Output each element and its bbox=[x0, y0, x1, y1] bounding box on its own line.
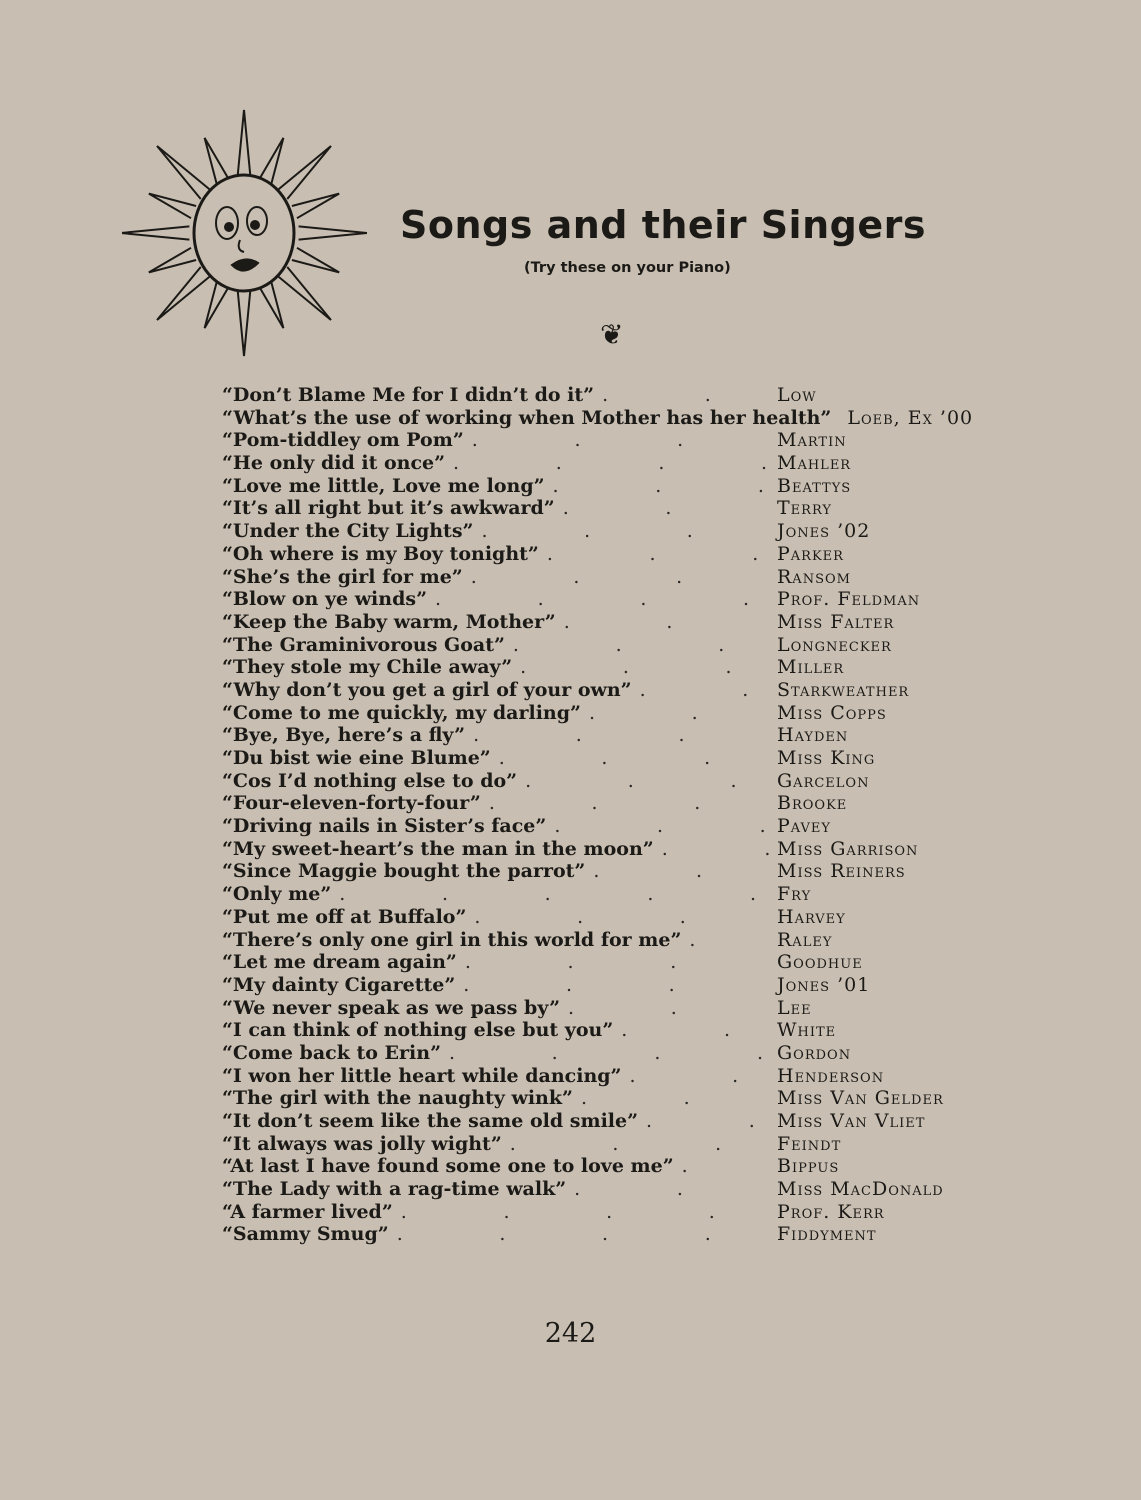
song-title: “Du bist wie eine Blume” bbox=[222, 747, 491, 769]
song-row bbox=[222, 997, 962, 1020]
song-row bbox=[222, 770, 962, 793]
sun-ray bbox=[292, 248, 339, 273]
song-title: “My sweet-heart’s the man in the moon” bbox=[222, 837, 654, 860]
song-title: “It don’t seem like the same old smile” bbox=[222, 1110, 639, 1132]
sun-ray bbox=[278, 267, 331, 320]
song-row bbox=[222, 588, 962, 611]
dot-leader bbox=[397, 1223, 769, 1245]
dot-leader bbox=[689, 929, 769, 951]
sun-ray bbox=[237, 110, 250, 178]
song-row bbox=[222, 724, 962, 747]
dot-leader bbox=[553, 475, 769, 497]
song-row bbox=[222, 747, 962, 770]
song-row bbox=[222, 702, 962, 725]
singer-name: Garcelon bbox=[777, 769, 870, 792]
song-row bbox=[222, 1223, 962, 1246]
singer-name: Martin bbox=[777, 429, 847, 452]
song-row bbox=[222, 1155, 962, 1178]
song-title: “Keep the Baby warm, Mother” bbox=[222, 610, 556, 633]
songs-list bbox=[222, 384, 974, 1246]
song-row bbox=[222, 384, 962, 407]
singer-name: Bippus bbox=[777, 1155, 840, 1178]
singer-name: Mahler bbox=[777, 452, 852, 475]
song-title: “At last I have found some one to love me” bbox=[222, 1155, 674, 1178]
song-row bbox=[222, 1042, 962, 1065]
song-title: “Sammy Smug” bbox=[222, 1223, 389, 1246]
dot-leader bbox=[510, 1133, 769, 1155]
dot-leader bbox=[547, 543, 769, 565]
singer-name: Lee bbox=[777, 996, 812, 1019]
dot-leader bbox=[589, 702, 769, 724]
page-number: 242 bbox=[544, 1318, 597, 1349]
song-row bbox=[222, 860, 962, 883]
sun-ray bbox=[149, 194, 196, 219]
singer-name: Ransom bbox=[777, 565, 851, 588]
song-title: “He only did it once” bbox=[222, 452, 446, 475]
song-row bbox=[222, 1065, 962, 1088]
singer-name: Miss Van Gelder bbox=[777, 1087, 944, 1110]
dot-leader bbox=[581, 1087, 769, 1109]
singer-name: Raley bbox=[777, 928, 833, 951]
song-title: “I can think of nothing else but you” bbox=[222, 1019, 614, 1042]
dot-leader bbox=[574, 1178, 769, 1200]
dot-leader bbox=[449, 1042, 769, 1064]
dot-leader bbox=[563, 497, 769, 519]
dot-leader bbox=[554, 815, 769, 837]
song-row bbox=[222, 974, 962, 997]
song-title: “Don’t Blame Me for I didn’t do it” bbox=[222, 384, 595, 406]
singer-name: Miss Garrison bbox=[777, 837, 919, 860]
dot-leader bbox=[474, 906, 769, 928]
singer-name: Gordon bbox=[777, 1041, 852, 1064]
song-row bbox=[222, 883, 962, 906]
song-row bbox=[222, 611, 962, 634]
dot-leader bbox=[646, 1110, 769, 1132]
sun-ray bbox=[299, 226, 367, 239]
song-title: “Under the City Lights” bbox=[222, 520, 474, 543]
singer-name: Fry bbox=[777, 883, 812, 906]
dot-leader bbox=[640, 679, 769, 701]
singer-name: Prof. Kerr bbox=[777, 1200, 885, 1223]
singer-name: Prof. Feldman bbox=[777, 588, 921, 611]
dot-leader bbox=[481, 520, 769, 542]
song-title: “Pom-tiddley om Pom” bbox=[222, 429, 464, 452]
song-title: “The Lady with a rag-time walk” bbox=[222, 1178, 567, 1201]
singer-name: Miss Reiners bbox=[777, 860, 906, 883]
song-title: “Put me off at Buffalo” bbox=[222, 905, 467, 928]
song-row bbox=[222, 634, 962, 657]
song-row bbox=[222, 815, 962, 838]
song-title: “The Graminivorous Goat” bbox=[222, 633, 505, 656]
singer-name: Starkweather bbox=[777, 678, 910, 701]
dot-leader bbox=[520, 656, 769, 678]
song-title: “Why don’t you get a girl of your own” bbox=[222, 678, 632, 701]
song-title: “It always was jolly wight” bbox=[222, 1132, 502, 1155]
dot-leader bbox=[629, 1065, 769, 1087]
song-title: “Come to me quickly, my darling” bbox=[222, 701, 581, 724]
singer-name: Jones ’01 bbox=[777, 973, 871, 996]
song-title: “There’s only one girl in this world for me” bbox=[222, 928, 682, 951]
song-row bbox=[222, 543, 962, 566]
singer-name: Harvey bbox=[777, 905, 846, 928]
singer-name: Miss King bbox=[777, 747, 876, 769]
song-title: “My dainty Cigarette” bbox=[222, 973, 456, 996]
sun-ray bbox=[278, 146, 331, 199]
song-row bbox=[222, 951, 962, 974]
dot-leader bbox=[593, 860, 769, 882]
song-title: “Bye, Bye, here’s a fly” bbox=[222, 724, 466, 747]
singer-name: Beattys bbox=[777, 474, 852, 497]
sun-ray bbox=[292, 194, 339, 219]
song-row bbox=[222, 1087, 962, 1110]
singer-name: Loeb, Ex ’00 bbox=[847, 406, 974, 429]
song-title: “Blow on ye winds” bbox=[222, 588, 427, 611]
song-row bbox=[222, 520, 962, 543]
song-title: “Let me dream again” bbox=[222, 951, 457, 974]
dot-leader bbox=[435, 588, 769, 610]
song-row bbox=[222, 497, 962, 520]
dot-leader bbox=[463, 974, 769, 996]
dot-leader bbox=[525, 770, 769, 792]
singer-name: Miss Van Vliet bbox=[777, 1110, 926, 1132]
song-row bbox=[222, 1019, 962, 1042]
singer-name: Miss Copps bbox=[777, 701, 887, 724]
song-title: “Oh where is my Boy tonight” bbox=[222, 542, 539, 565]
song-row bbox=[222, 906, 962, 929]
song-row bbox=[222, 429, 962, 452]
singer-name: Goodhue bbox=[777, 951, 863, 974]
sun-ray bbox=[149, 248, 196, 273]
dot-leader bbox=[453, 452, 769, 474]
dot-leader bbox=[473, 724, 769, 746]
grape-ornament-icon: ❦ bbox=[600, 318, 624, 351]
song-title: “Four-eleven-forty-four” bbox=[222, 792, 481, 815]
song-row bbox=[222, 1133, 962, 1156]
song-row bbox=[222, 475, 962, 498]
song-row bbox=[222, 1201, 962, 1224]
song-title: “Since Maggie bought the parrot” bbox=[222, 860, 586, 883]
sun-ray bbox=[122, 226, 189, 239]
dot-leader bbox=[471, 566, 769, 588]
singer-name: Miss Falter bbox=[777, 610, 895, 633]
singer-name: Parker bbox=[777, 542, 844, 565]
singer-name: Jones ’02 bbox=[777, 520, 871, 543]
song-row bbox=[222, 406, 974, 430]
song-title: “A farmer lived” bbox=[222, 1200, 393, 1223]
song-title: “They stole my Chile away” bbox=[222, 656, 513, 679]
singer-name: Henderson bbox=[777, 1064, 885, 1087]
dot-leader bbox=[339, 883, 769, 905]
singer-name: Pavey bbox=[777, 815, 831, 838]
dot-leader bbox=[499, 747, 769, 769]
singer-name: Low bbox=[777, 384, 817, 406]
song-title: “Only me” bbox=[222, 883, 332, 906]
song-row bbox=[222, 1178, 962, 1201]
song-title: “I won her little heart while dancing” bbox=[222, 1064, 622, 1087]
singer-name: Fiddyment bbox=[777, 1223, 877, 1246]
song-row bbox=[222, 566, 962, 589]
song-row bbox=[222, 656, 962, 679]
dot-leader bbox=[602, 384, 769, 406]
song-title: “Cos I’d nothing else to do” bbox=[222, 769, 518, 792]
singer-name: Longnecker bbox=[777, 633, 892, 656]
singer-name: Miss MacDonald bbox=[777, 1178, 944, 1201]
page-subtitle: (Try these on your Piano) bbox=[524, 260, 731, 276]
singer-name: Brooke bbox=[777, 792, 848, 815]
sun-face-illustration bbox=[122, 105, 367, 360]
song-row bbox=[222, 679, 962, 702]
song-row bbox=[222, 1110, 962, 1133]
singer-name: White bbox=[777, 1019, 837, 1042]
dot-leader bbox=[465, 951, 769, 973]
sun-ray bbox=[237, 288, 250, 356]
song-title: “What’s the use of working when Mother has her health” bbox=[222, 406, 832, 429]
song-row bbox=[222, 452, 962, 475]
singer-name: Feindt bbox=[777, 1132, 842, 1155]
singer-name: Terry bbox=[777, 497, 832, 520]
song-row bbox=[222, 929, 962, 952]
dot-leader bbox=[621, 1019, 769, 1041]
song-title: “Driving nails in Sister’s face” bbox=[222, 815, 547, 838]
sun-ray bbox=[157, 267, 210, 320]
dot-leader bbox=[662, 838, 769, 860]
dot-leader bbox=[401, 1201, 769, 1223]
dot-leader bbox=[568, 997, 769, 1019]
song-title: “Love me little, Love me long” bbox=[222, 474, 545, 497]
page-title: Songs and their Singers bbox=[400, 203, 926, 247]
dot-leader bbox=[564, 611, 769, 633]
singer-name: Hayden bbox=[777, 724, 849, 747]
song-row bbox=[222, 838, 962, 861]
singer-name: Miller bbox=[777, 656, 845, 679]
dot-leader bbox=[472, 429, 769, 451]
dot-leader bbox=[513, 634, 769, 656]
song-title: “It’s all right but it’s awkward” bbox=[222, 497, 555, 520]
song-title: “Come back to Erin” bbox=[222, 1041, 441, 1064]
song-title: “We never speak as we pass by” bbox=[222, 996, 561, 1019]
song-row bbox=[222, 792, 962, 815]
dot-leader bbox=[682, 1155, 769, 1177]
sun-ray bbox=[157, 146, 210, 199]
song-title: “The girl with the naughty wink” bbox=[222, 1087, 573, 1110]
song-title: “She’s the girl for me” bbox=[222, 565, 463, 588]
dot-leader bbox=[489, 792, 769, 814]
